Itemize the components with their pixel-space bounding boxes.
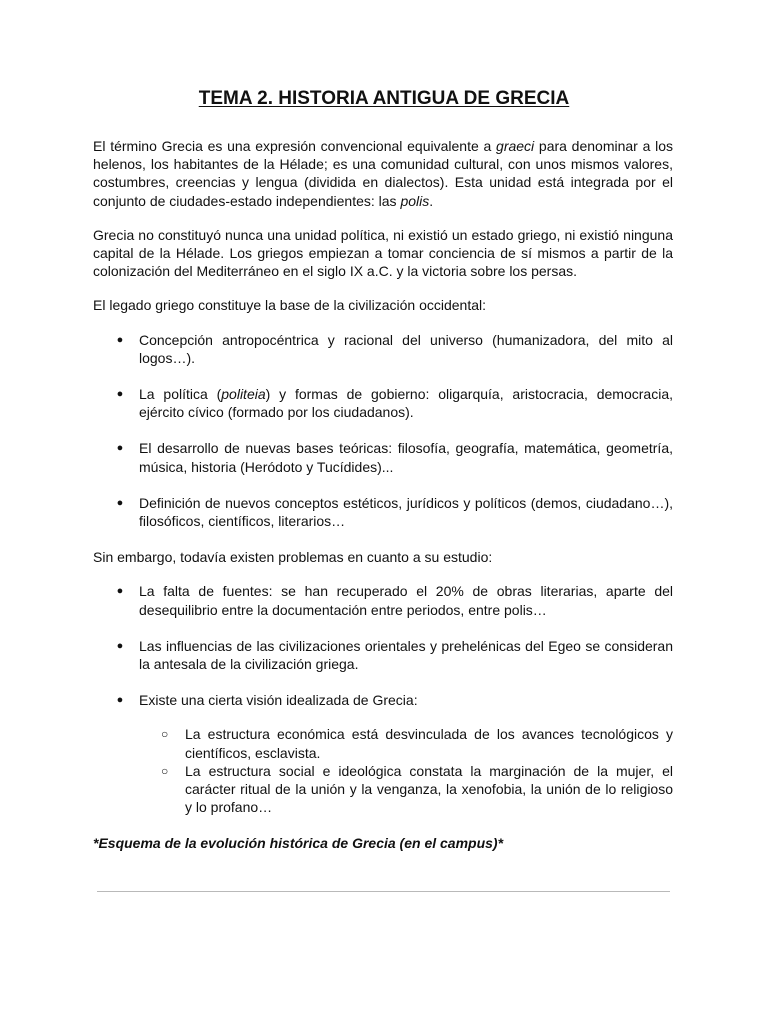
problems-intro: Sin embargo, todavía existen problemas en cuanto a su estudio: bbox=[93, 549, 493, 566]
unity-paragraph: Grecia no constituyó nunca una unidad política, ni existió un estado griego, ni existió ninguna capital de la Hélade. Los griegos empiezan a tomar conciencia de sí mismos a partir de la colonización del Mediterráneo en el siglo IX a.C. y la victoria sobre los persas. bbox=[93, 226, 673, 280]
legacy-intro: El legado griego constituye la base de la civilización occidental: bbox=[93, 297, 487, 314]
intro-text-1: El término Grecia es una expresión convencional equivalente a bbox=[93, 138, 497, 154]
circle-bullet-icon: ○ bbox=[161, 727, 169, 742]
list-item bbox=[93, 691, 673, 816]
horizontal-rule bbox=[97, 891, 670, 892]
intro-text-2: para denominar a los helenos, los habitantes de la Hélade; es una comunidad cultural, con unos mismos valores, costumbres, creencias y lengua (dividida en dialectos). Esta unidad está integrada por el conjunto de ciudades-estado independientes: las bbox=[93, 138, 673, 209]
list-item-text: Existe una cierta visión idealizada de Grecia: bbox=[139, 692, 418, 709]
list-item-text: La política ( bbox=[139, 386, 222, 403]
list-item-text: Las influencias de las civilizaciones orientales y prehelénicas del Egeo se consideran la antesala de la civilización griega. bbox=[139, 637, 673, 673]
problems-list bbox=[93, 582, 673, 816]
list-item bbox=[93, 494, 673, 530]
list-item-text: Definición de nuevos conceptos estéticos, jurídicos y políticos (demos, ciudadano…), filosóficos, científicos, literarios… bbox=[139, 494, 673, 530]
list-item-text: Concepción antropocéntrica y racional del universo (humanizadora, del mito al logos…). bbox=[139, 331, 673, 366]
sub-list-item-text: La estructura social e ideológica constata la marginación de la mujer, el carácter ritual de la unión y la venganza, la xenofobia, la unión de lo religioso y lo profano… bbox=[185, 762, 673, 816]
intro-paragraph bbox=[93, 137, 673, 210]
list-item-text: La falta de fuentes: se han recuperado el 20% de obras literarias, aparte del desequilibrio entre la documentación entre periodos, entre polis… bbox=[139, 583, 673, 618]
sub-list bbox=[139, 725, 673, 816]
sub-list-item-text: La estructura económica está desvinculada de los avances tecnológicos y científicos, esclavista. bbox=[185, 726, 673, 761]
list-item bbox=[93, 331, 673, 367]
list-item-text: ) y formas de gobierno: oligarquía, aristocracia, democracia, ejército cívico (formado por los ciudadanos). bbox=[139, 386, 673, 421]
legacy-list bbox=[93, 331, 673, 531]
bullet-icon: ● bbox=[116, 585, 124, 598]
list-item bbox=[93, 385, 673, 421]
sub-list-item bbox=[139, 762, 673, 817]
bullet-icon: ● bbox=[116, 388, 124, 401]
intro-term-polis: polis bbox=[400, 192, 430, 209]
bullet-icon: ● bbox=[116, 694, 124, 707]
bullet-icon: ● bbox=[116, 333, 124, 346]
document-body bbox=[93, 137, 673, 853]
campus-note: *Esquema de la evolución histórica de Grecia (en el campus)* bbox=[93, 835, 504, 852]
bullet-icon: ● bbox=[116, 442, 124, 455]
sub-list-item bbox=[139, 725, 673, 761]
bullet-icon: ● bbox=[116, 496, 124, 509]
circle-bullet-icon: ○ bbox=[161, 763, 169, 778]
intro-text-3: . bbox=[429, 192, 434, 209]
list-item bbox=[93, 439, 673, 475]
list-item-text: El desarrollo de nuevas bases teóricas: filosofía, geografía, matemática, geometría, música, historia (Heródoto y Tucídides)... bbox=[139, 440, 673, 475]
list-item bbox=[93, 637, 673, 673]
page-title: TEMA 2. HISTORIA ANTIGUA DE GRECIA bbox=[198, 88, 570, 109]
intro-term-graeci: graeci bbox=[496, 138, 535, 154]
list-item bbox=[93, 582, 673, 618]
term-politeia: politeia bbox=[221, 386, 266, 403]
bullet-icon: ● bbox=[116, 639, 124, 652]
